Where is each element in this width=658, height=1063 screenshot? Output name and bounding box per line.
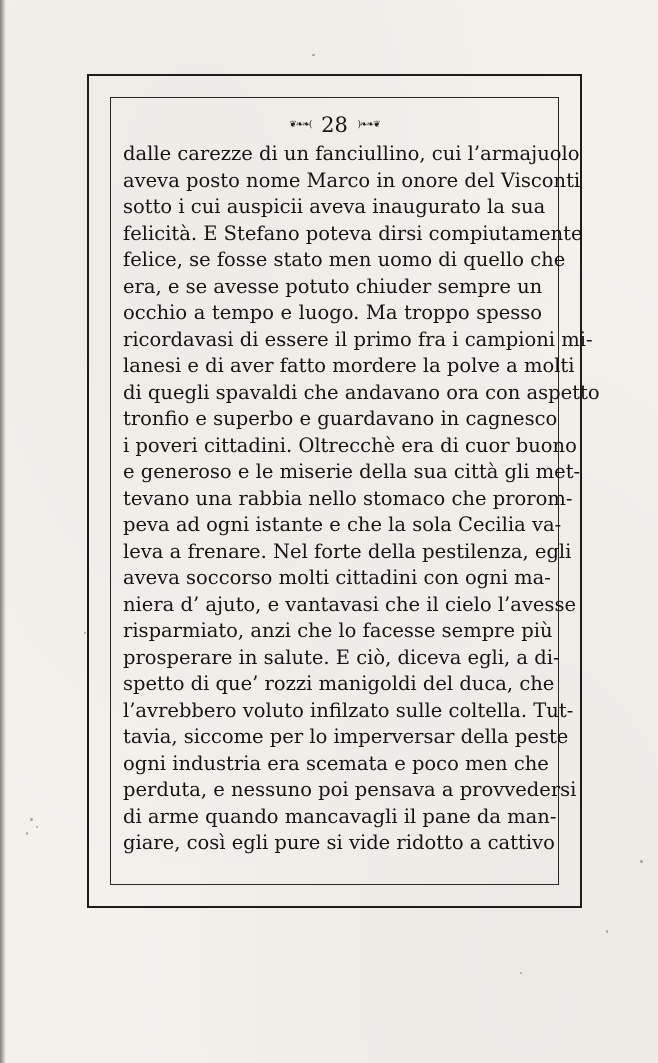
text-line: prosperare in salute. E ciò, diceva egli, a di-: [123, 645, 560, 669]
header-ornament-left: ❦❧❧(: [289, 119, 312, 130]
text-line: peva ad ogni istante e che la sola Cecilia va-: [123, 513, 562, 536]
text-line: tronfio e superbo e guardavano in cagnesco: [123, 407, 558, 430]
text-line: aveva posto nome Marco in onore del Visconti: [123, 168, 581, 192]
text-line: dalle carezze di un fanciullino, cui l’armajuolo: [123, 142, 580, 165]
text-line: risparmiato, anzi che lo facesse sempre più: [123, 619, 553, 642]
text-line: tevano una rabbia nello stomaco che prorom-: [123, 486, 573, 510]
text-line: giare, così egli pure si vide ridotto a cattivo: [123, 831, 555, 854]
text-line: lanesi e di aver fatto mordere la polve a molti: [123, 354, 575, 377]
text-line: tavia, siccome per lo imperversar della peste: [123, 725, 569, 748]
header-ornament-right: )❧❧❦: [357, 119, 380, 130]
text-line: spetto di que’ rozzi manigoldi del duca, che: [123, 672, 555, 695]
text-line: i poveri cittadini. Oltrecchè era di cuor buono: [123, 433, 577, 457]
text-line: ricordavasi di essere il primo fra i campioni mi-: [123, 327, 593, 351]
text-line: e generoso e le miserie della sua città gli met-: [123, 460, 581, 483]
text-line: l’avrebbero voluto infilzato sulle coltella. Tut-: [123, 698, 574, 722]
text-line: felice, se fosse stato men uomo di quello che: [123, 248, 566, 271]
text-line: perduta, e nessuno poi pensava a provvedersi: [123, 778, 577, 801]
page-binding-shadow: [0, 0, 6, 1063]
page-number: 28: [321, 112, 348, 137]
text-line: sotto i cui auspicii aveva inaugurato la sua: [123, 195, 546, 218]
running-header: [110, 110, 559, 136]
text-line: di quegli spavaldi che andavano ora con aspetto: [123, 380, 600, 404]
text-line: occhio a tempo e luogo. Ma troppo spesso: [123, 301, 542, 324]
text-line: felicità. E Stefano poteva dirsi compiutamente: [123, 221, 583, 245]
text-line: ogni industria era scemata e poco men che: [123, 751, 549, 775]
text-line: di arme quando mancavagli il pane da man-: [123, 804, 557, 828]
text-line: aveva soccorso molti cittadini con ogni ma-: [123, 566, 551, 589]
text-line: leva a frenare. Nel forte della pestilenza, egli: [123, 539, 572, 563]
text-line: niera d’ ajuto, e vantavasi che il cielo l’avesse: [123, 592, 576, 616]
body-text: [123, 141, 600, 857]
text-line: era, e se avesse potuto chiuder sempre un: [123, 274, 543, 298]
